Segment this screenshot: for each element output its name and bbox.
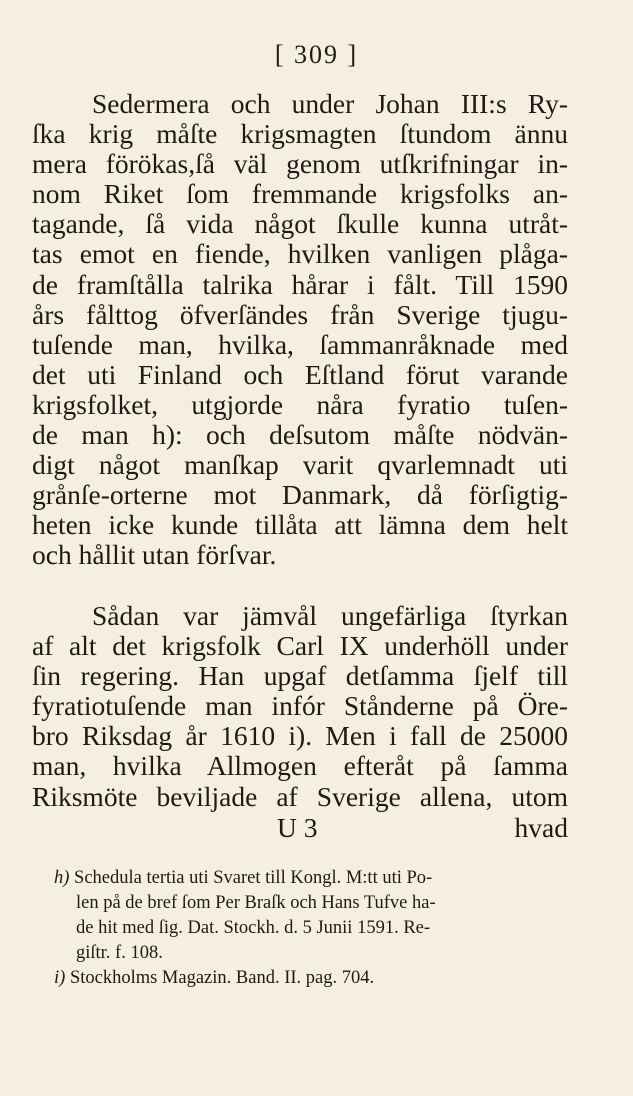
text-line: bro Riksdag år 1610 i). Men i fall de 25000 [32, 720, 568, 752]
signature-mark: U 3 [277, 812, 318, 843]
text-line: nom Riket ſom fremmande krigsfolks an- [32, 178, 568, 210]
text-line: grånſe-orterne mot Danmark, då förſigtig- [32, 479, 568, 511]
footnote-line: Schedula tertia uti Svaret till Kongl. M:tt uti Po- [74, 868, 433, 888]
footnote-line: Stockholms Magazin. Band. II. pag. 704. [69, 968, 375, 988]
text-line: tuſende man, hvilka, ſammanråknade med [32, 328, 568, 360]
page-header [0, 40, 633, 70]
footnote-i [54, 966, 568, 991]
footnote-line: de hit med ſig. Dat. Stockh. d. 5 Junii 1591. Re- [76, 918, 431, 938]
footnote-h [54, 866, 568, 966]
catchword: hvad [514, 812, 568, 843]
text-line: mera förökas,ſå väl genom utſkrifningar in- [32, 148, 568, 180]
text-line: de framſtålla talrika hårar i fålt. Till 1590 [32, 268, 568, 300]
text-line: tas emot en fiende, hvilken vanligen plåga- [32, 238, 568, 270]
text-line: af alt det krigsfolk Carl IX underhöll under [32, 630, 568, 662]
text-line: krigsfolket, utgjorde nåra fyratio tuſen- [32, 388, 568, 420]
text-line: ſin regering. Han upgaf detſamma ſjelf till [32, 660, 568, 692]
text-line: och hållit utan förſvar. [32, 539, 277, 571]
text-line: heten icke kunde tillåta att lämna dem helt [32, 509, 568, 541]
text-line: Sådan var jämvål ungefärliga ſtyrkan [92, 600, 568, 631]
footnote-line: giſtr. f. 108. [76, 943, 163, 963]
text-line: digt något manſkap varit qvarlemnadt uti [32, 449, 568, 481]
text-line: Riksmöte beviljade af Sverige allena, utom [32, 780, 568, 812]
footnote-marker: h) [54, 868, 70, 888]
paragraph-1 [32, 89, 568, 571]
catchline [32, 812, 568, 842]
footnote-marker: i) [54, 968, 66, 988]
text-line: man, hvilka Allmogen efteråt på ſamma [32, 750, 568, 782]
text-line: det uti Finland och Eſtland förut varande [32, 358, 568, 390]
text-line: Sedermera och under Johan III:s Ry- [92, 88, 568, 119]
page-number: [ 309 ] [274, 40, 359, 69]
footnote-line: len på de bref ſom Per Braſk och Hans Tufve ha- [76, 893, 436, 913]
text-line: de man h): och deſsutom måſte nödvän- [32, 419, 568, 451]
text-line: års fålttog öfverſändes från Sverige tjugu- [32, 298, 568, 330]
text-line: ſka krig måſte krigsmagten ſtundom ännu [32, 118, 568, 150]
text-line: tagande, ſå vida något ſkulle kunna utråt- [32, 208, 568, 240]
text-line: fyratiotuſende man infór Stånderne på Öre- [32, 690, 568, 722]
paragraph-2 [32, 601, 568, 812]
